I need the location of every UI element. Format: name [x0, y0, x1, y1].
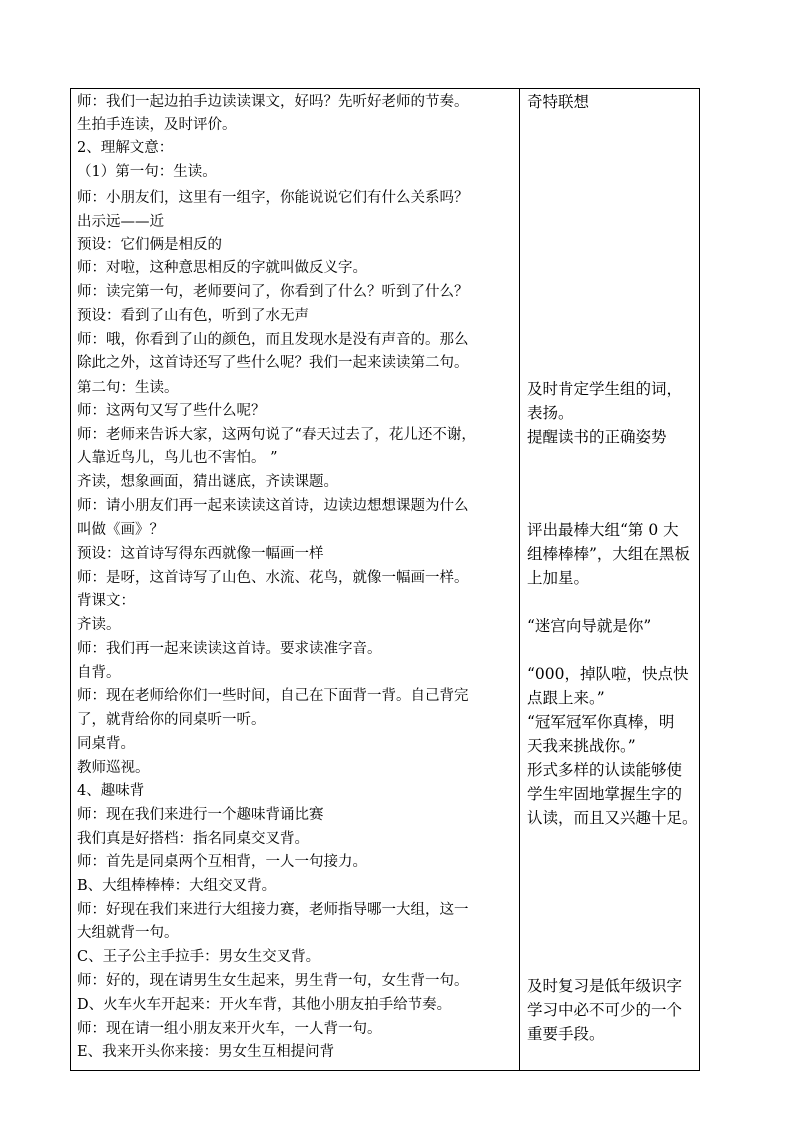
main-text-line: 自背。	[77, 665, 121, 681]
side-note-line: 提醒读书的正确姿势	[527, 428, 667, 446]
main-text-line: 大组就背一句。	[77, 925, 179, 941]
main-text-line: C、王子公主手拉手：男女生交叉背。	[77, 949, 321, 965]
main-text-line: 师：好的，现在请男生女生起来，男生背一句，女生背一句。	[77, 973, 469, 989]
main-text-line: 师：老师来告诉大家，这两句说了“春天过去了，花儿还不谢，	[77, 427, 476, 443]
main-text-line: 除此之外，这首诗还写了些什么呢？我们一起来读读第二句。	[77, 355, 469, 371]
main-text-line: 师：首先是同桌两个互相背，一人一句接力。	[77, 854, 367, 870]
side-note-line: 学习中必不可少的一个	[527, 1001, 683, 1019]
main-text-line: 叫做《画》？	[77, 522, 164, 538]
main-text-line: 师：哦，你看到了山的颜色，而且发现水是没有声音的。那么	[77, 332, 469, 348]
main-text-line: 师：我们一起边拍手边读读课文，好吗？先听好老师的节奏。	[77, 94, 469, 110]
main-text-line: 教师巡视。	[77, 760, 150, 776]
side-note-line: 学生牢固地掌握生字的	[527, 785, 683, 803]
main-text-line: 师：我们再一起来读读这首诗。要求读准字音。	[77, 641, 382, 657]
side-note-line: “000，掉队啦，快点快	[527, 665, 689, 683]
main-text-line: 出示远——近	[77, 214, 164, 230]
main-text-line: 我们真是好搭档：指名同桌交叉背。	[77, 831, 309, 847]
main-text-line: 背课文：	[77, 593, 135, 609]
main-text-line: 齐读。	[77, 617, 121, 633]
main-text-line: 师：好现在我们来进行大组接力赛，老师指导哪一大组，这一	[77, 902, 469, 918]
main-text-line: 预设：这首诗写得东西就像一幅画一样	[77, 546, 324, 562]
side-note-line: 组棒棒棒”，大组在黑板	[527, 545, 690, 563]
main-text-line: 师：这两句又写了些什么呢？	[77, 403, 266, 419]
column-divider	[519, 89, 520, 1070]
lesson-plan-table	[70, 88, 700, 1071]
main-text-line: 预设：它们俩是相反的	[77, 237, 222, 253]
main-text-line: D、火车火车开起来：开火车背，其他小朋友拍手给节奏。	[77, 997, 452, 1013]
side-note-line: 及时肯定学生组的词，	[527, 380, 683, 398]
side-note-line: 形式多样的认读能够使	[527, 761, 683, 779]
main-text-line: B、大组棒棒棒：大组交叉背。	[77, 878, 277, 894]
main-text-line: 师：现在老师给你们一些时间，自己在下面背一背。自己背完	[77, 688, 469, 704]
main-text-line: 齐读，想象画面，猜出谜底，齐读课题。	[77, 474, 338, 490]
main-text-line: 了，就背给你的同桌听一听。	[77, 712, 266, 728]
main-text-line: E、我来开头你来接：男女生互相提问背	[77, 1044, 335, 1060]
main-text-line: 师：小朋友们，这里有一组字，你能说说它们有什么关系吗？	[77, 190, 469, 206]
main-text-line: 预设：看到了山有色，听到了水无声	[77, 308, 309, 324]
main-text-line: 师：现在请一组小朋友来开火车，一人背一句。	[77, 1021, 382, 1037]
main-text-line: 师：读完第一句，老师要问了，你看到了什么？听到了什么？	[77, 284, 469, 300]
main-text-line: 第二句：生读。	[77, 380, 179, 396]
main-text-line: （1）第一句：生读。	[77, 164, 217, 180]
main-text-line: 同桌背。	[77, 736, 135, 752]
side-note-line: 认读，而且又兴趣十足。	[527, 809, 698, 827]
side-note-line: 及时复习是低年级识字	[527, 977, 683, 995]
side-note-line: 天我来挑战你。”	[527, 737, 636, 755]
main-text-line: 师：请小朋友们再一起来读读这首诗，边读边想想课题为什么	[77, 498, 469, 514]
main-text-line: 人靠近鸟儿，鸟儿也不害怕。 ”	[77, 450, 278, 466]
side-note-line: 上加星。	[527, 569, 590, 587]
main-text-line: 4、趣味背	[77, 783, 145, 799]
side-note-line: “迷宫向导就是你”	[527, 617, 652, 635]
side-note-line: 评出最棒大组“第 0 大	[527, 521, 679, 539]
side-note-line: 重要手段。	[527, 1025, 605, 1043]
side-note-line: “冠军冠军你真棒，明	[527, 713, 675, 731]
side-note-line: 奇特联想	[527, 93, 590, 111]
main-text-line: 师：现在我们来进行一个趣味背诵比赛	[77, 807, 324, 823]
main-text-line: 师：对啦，这种意思相反的字就叫做反义字。	[77, 260, 367, 276]
main-text-line: 师：是呀，这首诗写了山色、水流、花鸟，就像一幅画一样。	[77, 570, 469, 586]
side-note-line: 表扬。	[527, 404, 574, 422]
side-note-line: 点跟上来。”	[527, 689, 605, 707]
main-text-line: 生拍手连读，及时评价。	[77, 117, 237, 133]
main-text-line: 2、理解文意：	[77, 140, 174, 156]
